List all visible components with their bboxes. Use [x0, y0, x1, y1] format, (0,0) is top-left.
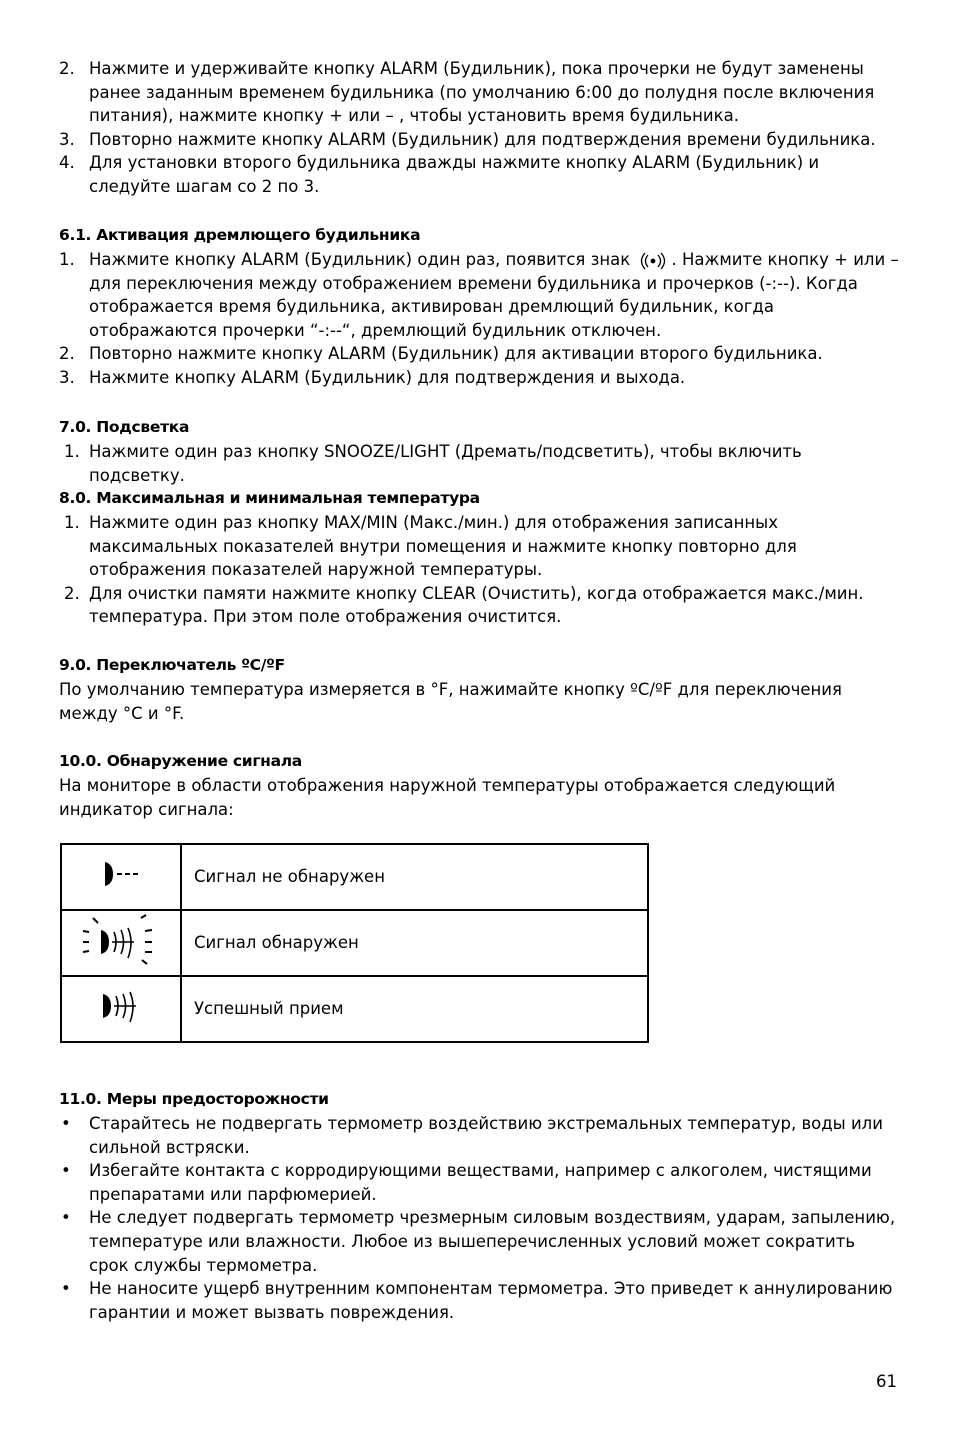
section-heading-10-0: 10.0. Обнаружение сигнала [59, 752, 302, 770]
list-item: 3. Нажмите кнопку ALARM (Будильник) для подтверждения и выхода. [59, 367, 686, 387]
unit-switch-paragraph: По умолчанию температура измеряется в °F, нажимайте кнопку ºC/ºF для переключения между °C и °F. [59, 680, 842, 723]
signal-indicator-table [60, 843, 649, 1043]
list-item: 3. Повторно нажмите кнопку ALARM (Будильник) для подтверждения времени будильника. [59, 129, 876, 149]
signal-detected-label: Сигнал обнаружен [181, 910, 648, 976]
list-item: 2. Для очистки памяти нажмите кнопку CLEAR (Очистить), когда отображается макс./мин. температура. При этом поле отображения очистится. [64, 583, 864, 627]
section-heading-9-0: 9.0. Переключатель ºC/ºF [59, 656, 285, 674]
list-item: • Избегайте контакта с корродирующими веществами, например с алкоголем, чистящими препаратами или парфюмерией. [61, 1161, 872, 1204]
snooze-alarm-steps [59, 248, 899, 390]
table-row [61, 844, 648, 910]
signal-none-icon [99, 859, 143, 889]
section-heading-11-0: 11.0. Меры предосторожности [59, 1090, 329, 1108]
section-heading-7-0: 7.0. Подсветка [59, 418, 190, 436]
page-number: 61 [876, 1372, 897, 1391]
list-item: 1. Нажмите один раз кнопку SNOOZE/LIGHT (Дремать/подсветить), чтобы включить подсветку. [64, 442, 802, 485]
precautions-list [59, 1112, 899, 1324]
backlight-steps [59, 440, 899, 487]
list-item: 1. Нажмите кнопку ALARM (Будильник) один раз, появится знак . Нажмите кнопку + или – для переключения между отображением времени будильника и прочерков (-:--). Когда отображается время будильника, активирован дремлющий будильник, когда отображаются прочерки “-:--“, дремлющий будильник отключен. [59, 250, 899, 340]
list-item: 2. Нажмите и удерживайте кнопку ALARM (Будильник), пока прочерки не будут заменены ранее заданным временем будильника (по умолчанию 6:00 до полудня после включения питания), нажмите кнопку + или – , чтобы установить время будильника. [59, 59, 875, 126]
list-item: • Не наносите ущерб внутренним компонентам термометра. Это приведет к аннулированию гарантии и может вызвать повреждения. [61, 1279, 893, 1322]
list-item: 2. Повторно нажмите кнопку ALARM (Будильник) для активации второго будильника. [59, 344, 823, 364]
max-min-steps [59, 511, 899, 629]
list-item: • Не следует подвергать термометр чрезмерным силовым воздествиям, ударам, запылению, температуре или влажности. Любое из вышеперечисленных условий может сократить срок службы термометра. [61, 1208, 896, 1275]
table-row [61, 910, 648, 976]
signal-success-label: Успешный прием [181, 976, 648, 1042]
list-item: • Старайтесь не подвергать термометр воздействию экстремальных температур, воды или сильной встряски. [61, 1114, 883, 1157]
table-row [61, 976, 648, 1042]
intro-steps-list [59, 57, 899, 199]
section-heading-8-0: 8.0. Максимальная и минимальная температура [59, 489, 480, 507]
section-heading-6-1: 6.1. Активация дремлющего будильника [59, 226, 421, 244]
signal-detection-paragraph: На мониторе в области отображения наружной температуры отображается следующий индикатор сигнала: [59, 776, 836, 819]
alarm-wave-icon [637, 251, 669, 271]
signal-none-label: Сигнал не обнаружен [181, 844, 648, 910]
list-item: 1. Нажмите один раз кнопку MAX/MIN (Макс./мин.) для отображения записанных максимальных показателей внутри помещения и нажмите кнопку повторно для отображения показателей наружной температуры. [64, 513, 797, 580]
signal-success-icon [99, 988, 143, 1024]
list-item: 4. Для установки второго будильника дважды нажмите кнопку ALARM (Будильник) и следуйте шагам со 2 по 3. [59, 153, 820, 196]
signal-detected-icon [79, 914, 163, 966]
